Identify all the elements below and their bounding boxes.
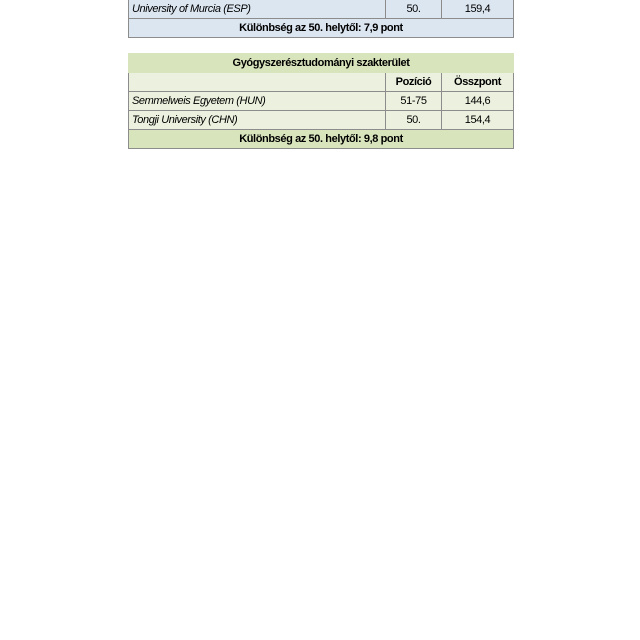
header-score: Összpont [442, 73, 514, 92]
header-row [129, 73, 514, 92]
difference-text: Különbség az 50. helytől: 7,9 pont [129, 19, 514, 38]
summary-row [129, 19, 514, 38]
position-value: 50. [386, 0, 442, 19]
university-name: Semmelweis Egyetem (HUN) [129, 92, 386, 111]
university-name: Tongji University (CHN) [129, 111, 386, 130]
table-row [129, 92, 514, 111]
table-row [129, 111, 514, 130]
position-value: 51-75 [386, 92, 442, 111]
position-value: 50. [386, 111, 442, 130]
score-value: 159,4 [442, 0, 514, 19]
table-title-row [129, 54, 514, 73]
ranking-table-pharmacy [128, 53, 514, 149]
table-row [129, 0, 514, 19]
table-title: Gyógyszerésztudományi szakterület [129, 54, 514, 73]
difference-text: Különbség az 50. helytől: 9,8 pont [129, 130, 514, 149]
university-name: University of Murcia (ESP) [129, 0, 386, 19]
header-position: Pozíció [386, 73, 442, 92]
score-value: 144,6 [442, 92, 514, 111]
summary-row [129, 130, 514, 149]
score-value: 154,4 [442, 111, 514, 130]
ranking-table-top [128, 0, 514, 38]
header-university [129, 73, 386, 92]
